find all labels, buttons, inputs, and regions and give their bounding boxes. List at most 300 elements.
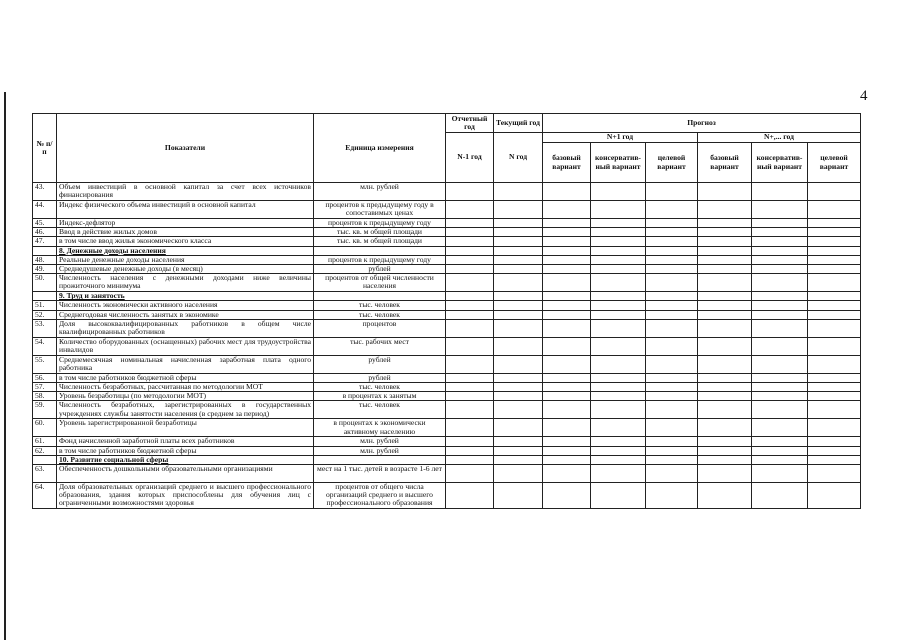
value-cell <box>494 392 543 401</box>
col-unit-header: Единица измерения <box>314 114 446 183</box>
value-cell <box>646 219 698 228</box>
value-cell <box>494 401 543 419</box>
value-cell <box>698 355 752 373</box>
value-cell <box>752 255 808 264</box>
row-number: 60. <box>33 419 57 437</box>
value-cell <box>646 237 698 246</box>
value-cell <box>752 301 808 310</box>
value-cell <box>543 483 591 509</box>
row-unit <box>314 292 446 301</box>
value-cell <box>543 310 591 319</box>
value-cell <box>646 201 698 219</box>
value-cell <box>646 437 698 446</box>
value-cell <box>494 237 543 246</box>
forecast-table <box>32 113 861 509</box>
value-cell <box>543 373 591 382</box>
value-cell <box>591 292 646 301</box>
value-cell <box>646 228 698 237</box>
table-row <box>33 373 861 382</box>
table-row <box>33 383 861 392</box>
row-indicator: Реальные денежные доходы населения <box>57 255 314 264</box>
value-cell <box>494 292 543 301</box>
value-cell <box>752 483 808 509</box>
row-unit: тыс. человек <box>314 401 446 419</box>
variant-target-1: целевой вариант <box>646 143 698 183</box>
value-cell <box>698 455 752 464</box>
value-cell <box>646 183 698 201</box>
value-cell <box>752 228 808 237</box>
table-row <box>33 183 861 201</box>
value-cell <box>446 401 494 419</box>
value-cell <box>646 419 698 437</box>
value-cell <box>752 310 808 319</box>
value-cell <box>646 337 698 355</box>
value-cell <box>752 246 808 255</box>
value-cell <box>591 274 646 292</box>
value-cell <box>446 228 494 237</box>
value-cell <box>591 419 646 437</box>
row-number: 62. <box>33 446 57 455</box>
col-indicator-header: Показатели <box>57 114 314 183</box>
value-cell <box>646 292 698 301</box>
row-number <box>33 455 57 464</box>
row-indicator: Среднемесячная номинальная начисленная заработная плата одного работника <box>57 355 314 373</box>
table-row <box>33 265 861 274</box>
value-cell <box>752 319 808 337</box>
table-row <box>33 237 861 246</box>
value-cell <box>752 265 808 274</box>
table-row <box>33 401 861 419</box>
row-number <box>33 292 57 301</box>
value-cell <box>591 455 646 464</box>
value-cell <box>494 319 543 337</box>
row-indicator: 10. Развитие социальной сферы <box>57 455 314 464</box>
row-indicator: Уровень безработицы (по методологии МОТ) <box>57 392 314 401</box>
value-cell <box>646 265 698 274</box>
value-cell <box>752 373 808 382</box>
value-cell <box>591 201 646 219</box>
row-unit: рублей <box>314 373 446 382</box>
value-cell <box>591 373 646 382</box>
value-cell <box>646 310 698 319</box>
value-cell <box>494 255 543 264</box>
value-cell <box>646 274 698 292</box>
value-cell <box>698 337 752 355</box>
table-body <box>33 183 861 509</box>
table-row <box>33 483 861 509</box>
value-cell <box>646 246 698 255</box>
row-unit: тыс. рабочих мест <box>314 337 446 355</box>
value-cell <box>752 355 808 373</box>
row-unit: тыс. кв. м общей площади <box>314 237 446 246</box>
value-cell <box>494 355 543 373</box>
value-cell <box>591 219 646 228</box>
value-cell <box>494 383 543 392</box>
value-cell <box>646 373 698 382</box>
value-cell <box>646 255 698 264</box>
value-cell <box>543 383 591 392</box>
value-cell <box>494 228 543 237</box>
value-cell <box>494 483 543 509</box>
table-row <box>33 301 861 310</box>
value-cell <box>494 183 543 201</box>
variant-cons-1: консерватив-ный вариант <box>591 143 646 183</box>
value-cell <box>494 219 543 228</box>
value-cell <box>808 310 861 319</box>
table-row <box>33 201 861 219</box>
value-cell <box>591 401 646 419</box>
value-cell <box>446 446 494 455</box>
value-cell <box>446 292 494 301</box>
value-cell <box>808 465 861 483</box>
value-cell <box>698 419 752 437</box>
left-margin-line <box>4 92 6 640</box>
col-current-year-header: Текущий год <box>494 114 543 133</box>
value-cell <box>808 228 861 237</box>
row-number: 47. <box>33 237 57 246</box>
row-unit: рублей <box>314 355 446 373</box>
value-cell <box>543 419 591 437</box>
value-cell <box>591 310 646 319</box>
table-header <box>33 114 861 183</box>
value-cell <box>646 383 698 392</box>
row-number: 55. <box>33 355 57 373</box>
value-cell <box>591 392 646 401</box>
value-cell <box>698 219 752 228</box>
value-cell <box>752 455 808 464</box>
value-cell <box>494 265 543 274</box>
value-cell <box>446 265 494 274</box>
value-cell <box>698 237 752 246</box>
value-cell <box>543 255 591 264</box>
row-unit: процентов к предыдущему году <box>314 255 446 264</box>
table-row <box>33 437 861 446</box>
value-cell <box>808 337 861 355</box>
row-indicator: 9. Труд и занятость <box>57 292 314 301</box>
value-cell <box>698 483 752 509</box>
row-indicator: в том числе работников бюджетной сферы <box>57 373 314 382</box>
value-cell <box>446 310 494 319</box>
value-cell <box>591 265 646 274</box>
value-cell <box>543 183 591 201</box>
value-cell <box>446 455 494 464</box>
value-cell <box>698 183 752 201</box>
value-cell <box>494 373 543 382</box>
row-unit: тыс. кв. м общей площади <box>314 228 446 237</box>
row-number: 54. <box>33 337 57 355</box>
value-cell <box>591 465 646 483</box>
col-report-year-header: Отчетный год <box>446 114 494 133</box>
value-cell <box>646 355 698 373</box>
value-cell <box>543 455 591 464</box>
value-cell <box>752 219 808 228</box>
value-cell <box>646 319 698 337</box>
value-cell <box>808 274 861 292</box>
row-unit: млн. рублей <box>314 446 446 455</box>
row-indicator: Численность населения с денежными доходами ниже величины прожиточного минимума <box>57 274 314 292</box>
variant-base-2: базовый вариант <box>698 143 752 183</box>
value-cell <box>646 465 698 483</box>
section-row <box>33 246 861 255</box>
table-row <box>33 310 861 319</box>
value-cell <box>698 319 752 337</box>
value-cell <box>752 337 808 355</box>
value-cell <box>698 446 752 455</box>
value-cell <box>808 265 861 274</box>
value-cell <box>698 373 752 382</box>
value-cell <box>698 392 752 401</box>
value-cell <box>752 237 808 246</box>
value-cell <box>543 337 591 355</box>
value-cell <box>446 274 494 292</box>
row-unit <box>314 246 446 255</box>
value-cell <box>494 437 543 446</box>
value-cell <box>591 301 646 310</box>
value-cell <box>591 228 646 237</box>
value-cell <box>446 373 494 382</box>
row-number: 56. <box>33 373 57 382</box>
value-cell <box>752 437 808 446</box>
value-cell <box>543 265 591 274</box>
page-number: 4 <box>860 88 868 104</box>
value-cell <box>494 246 543 255</box>
value-cell <box>494 301 543 310</box>
value-cell <box>446 219 494 228</box>
value-cell <box>808 255 861 264</box>
value-cell <box>808 292 861 301</box>
value-cell <box>646 455 698 464</box>
value-cell <box>446 255 494 264</box>
value-cell <box>446 383 494 392</box>
row-indicator: Индекс-дефлятор <box>57 219 314 228</box>
value-cell <box>543 292 591 301</box>
row-number: 58. <box>33 392 57 401</box>
value-cell <box>591 437 646 446</box>
row-indicator: Ввод в действие жилых домов <box>57 228 314 237</box>
value-cell <box>543 237 591 246</box>
row-number: 51. <box>33 301 57 310</box>
row-indicator: Среднедушевые денежные доходы (в месяц) <box>57 265 314 274</box>
row-number: 49. <box>33 265 57 274</box>
value-cell <box>698 437 752 446</box>
value-cell <box>752 401 808 419</box>
row-unit <box>314 455 446 464</box>
value-cell <box>446 419 494 437</box>
table-row <box>33 274 861 292</box>
value-cell <box>543 228 591 237</box>
value-cell <box>543 355 591 373</box>
value-cell <box>752 383 808 392</box>
value-cell <box>543 401 591 419</box>
value-cell <box>698 301 752 310</box>
value-cell <box>543 392 591 401</box>
row-unit: мест на 1 тыс. детей в возрасте 1-6 лет <box>314 465 446 483</box>
value-cell <box>808 392 861 401</box>
value-cell <box>591 255 646 264</box>
row-number: 57. <box>33 383 57 392</box>
value-cell <box>446 483 494 509</box>
value-cell <box>446 319 494 337</box>
value-cell <box>808 246 861 255</box>
value-cell <box>698 274 752 292</box>
value-cell <box>646 483 698 509</box>
value-cell <box>808 355 861 373</box>
row-unit: в процентах к экономически активному населению <box>314 419 446 437</box>
row-indicator: Доля образовательных организаций среднего и высшего профессионального образования, здания которых приспособлены для обучения лиц с ограниченными возможностями здоровья <box>57 483 314 509</box>
value-cell <box>543 319 591 337</box>
row-unit: тыс. человек <box>314 301 446 310</box>
value-cell <box>446 201 494 219</box>
value-cell <box>698 265 752 274</box>
table-row <box>33 355 861 373</box>
section-row <box>33 292 861 301</box>
value-cell <box>698 401 752 419</box>
value-cell <box>591 355 646 373</box>
variant-cons-2: консерватив-ный вариант <box>752 143 808 183</box>
col-n-year: N год <box>494 133 543 183</box>
row-unit: процентов <box>314 319 446 337</box>
value-cell <box>698 228 752 237</box>
value-cell <box>646 392 698 401</box>
col-forecast-header: Прогноз <box>543 114 861 133</box>
table-row <box>33 228 861 237</box>
row-number: 45. <box>33 219 57 228</box>
value-cell <box>543 219 591 228</box>
row-number: 63. <box>33 465 57 483</box>
value-cell <box>494 446 543 455</box>
row-unit: процентов к предыдущему году <box>314 219 446 228</box>
table-row <box>33 219 861 228</box>
value-cell <box>808 446 861 455</box>
value-cell <box>752 446 808 455</box>
value-cell <box>494 465 543 483</box>
value-cell <box>543 437 591 446</box>
table-row <box>33 392 861 401</box>
table-row <box>33 319 861 337</box>
row-number <box>33 246 57 255</box>
value-cell <box>591 237 646 246</box>
row-indicator: Индекс физического объема инвестиций в основной капитал <box>57 201 314 219</box>
col-n-minus-1: N-1 год <box>446 133 494 183</box>
value-cell <box>698 383 752 392</box>
value-cell <box>752 465 808 483</box>
value-cell <box>808 219 861 228</box>
value-cell <box>646 446 698 455</box>
value-cell <box>698 246 752 255</box>
value-cell <box>808 401 861 419</box>
row-number: 50. <box>33 274 57 292</box>
row-number: 52. <box>33 310 57 319</box>
table-row <box>33 465 861 483</box>
value-cell <box>698 201 752 219</box>
value-cell <box>446 437 494 446</box>
row-indicator: Среднегодовая численность занятых в экономике <box>57 310 314 319</box>
value-cell <box>808 201 861 219</box>
row-unit: процентов от общей численности населения <box>314 274 446 292</box>
value-cell <box>494 310 543 319</box>
table-row <box>33 255 861 264</box>
table-row <box>33 446 861 455</box>
value-cell <box>752 183 808 201</box>
value-cell <box>494 201 543 219</box>
value-cell <box>591 183 646 201</box>
table-row <box>33 337 861 355</box>
row-number: 59. <box>33 401 57 419</box>
row-number: 53. <box>33 319 57 337</box>
row-unit: процентов от общего числа организаций среднего и высшего профессионального образования <box>314 483 446 509</box>
value-cell <box>591 483 646 509</box>
value-cell <box>446 465 494 483</box>
row-indicator: Фонд начисленной заработной платы всех работников <box>57 437 314 446</box>
row-number: 44. <box>33 201 57 219</box>
row-indicator: 8. Денежные доходы населения <box>57 246 314 255</box>
row-indicator: в том числе работников бюджетной сферы <box>57 446 314 455</box>
row-unit: тыс. человек <box>314 310 446 319</box>
value-cell <box>808 183 861 201</box>
value-cell <box>591 319 646 337</box>
row-number: 61. <box>33 437 57 446</box>
value-cell <box>808 237 861 246</box>
value-cell <box>808 373 861 382</box>
section-row <box>33 455 861 464</box>
value-cell <box>752 419 808 437</box>
row-unit: млн. рублей <box>314 437 446 446</box>
value-cell <box>446 301 494 310</box>
row-unit: в процентах к занятым <box>314 392 446 401</box>
value-cell <box>591 337 646 355</box>
value-cell <box>808 419 861 437</box>
value-cell <box>808 483 861 509</box>
value-cell <box>543 301 591 310</box>
value-cell <box>808 437 861 446</box>
row-indicator: Доля высококвалифицированных работников в общем числе квалифицированных работников <box>57 319 314 337</box>
value-cell <box>543 446 591 455</box>
value-cell <box>698 465 752 483</box>
variant-target-2: целевой вариант <box>808 143 861 183</box>
row-indicator: Уровень зарегистрированной безработицы <box>57 419 314 437</box>
col-n-plus-1: N+1 год <box>543 133 698 143</box>
value-cell <box>646 301 698 310</box>
value-cell <box>752 392 808 401</box>
value-cell <box>698 310 752 319</box>
value-cell <box>494 455 543 464</box>
value-cell <box>446 246 494 255</box>
row-unit: процентов к предыдущему году в сопоставимых ценах <box>314 201 446 219</box>
value-cell <box>543 246 591 255</box>
row-number: 43. <box>33 183 57 201</box>
value-cell <box>446 183 494 201</box>
row-unit: рублей <box>314 265 446 274</box>
row-indicator: Объем инвестиций в основной капитал за счет всех источников финансирования <box>57 183 314 201</box>
value-cell <box>591 446 646 455</box>
value-cell <box>543 201 591 219</box>
value-cell <box>446 392 494 401</box>
value-cell <box>752 292 808 301</box>
value-cell <box>446 237 494 246</box>
value-cell <box>808 383 861 392</box>
row-indicator: Численность безработных, зарегистрированных в государственных учреждениях службы занятости населения (в среднем за период) <box>57 401 314 419</box>
value-cell <box>698 255 752 264</box>
value-cell <box>752 274 808 292</box>
value-cell <box>752 201 808 219</box>
variant-base-1: базовый вариант <box>543 143 591 183</box>
col-num-header: № п/п <box>33 114 57 183</box>
row-indicator: Количество оборудованных (оснащенных) рабочих мест для трудоустройства инвалидов <box>57 337 314 355</box>
value-cell <box>698 292 752 301</box>
col-n-plus-dots: N+,... год <box>698 133 861 143</box>
value-cell <box>591 246 646 255</box>
row-indicator: в том числе ввод жилья экономического класса <box>57 237 314 246</box>
